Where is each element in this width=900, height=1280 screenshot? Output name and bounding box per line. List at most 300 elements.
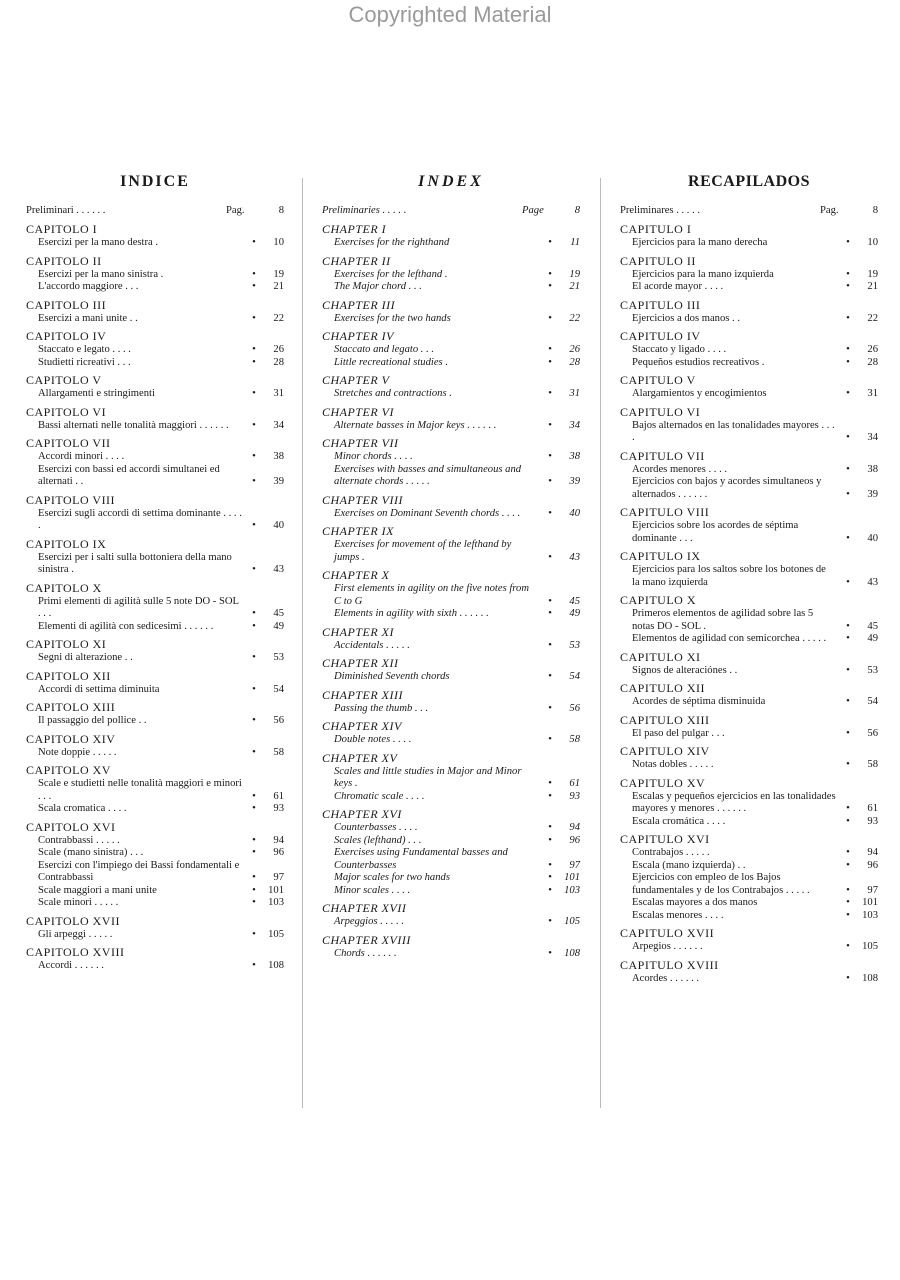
page-number: 34 (273, 419, 284, 431)
leader-mark: • (252, 790, 256, 802)
entry-title: Scales (lefthand) . . . (334, 834, 422, 846)
leader-mark: • (846, 532, 850, 544)
toc-entry (334, 451, 580, 464)
chapter-heading: CAPITOLO II (26, 253, 102, 268)
toc-entry (334, 671, 580, 684)
chapter-heading: CAPITULO I (620, 222, 692, 236)
entry-title: Pequeños estudios recreativos . (632, 356, 765, 368)
page-number: 93 (273, 803, 284, 814)
toc-entry (38, 835, 284, 848)
toc-entry (38, 596, 284, 621)
entry-title: Esercizi per la mano sinistra . (38, 268, 164, 280)
page-number: 26 (569, 344, 580, 355)
index-column-italian (26, 170, 284, 973)
leader-mark: • (846, 909, 850, 921)
toc-entry (38, 778, 284, 803)
column-divider (600, 178, 601, 1108)
page-number: 28 (867, 356, 878, 368)
leader-mark: • (548, 872, 552, 883)
leader-mark: • (548, 702, 552, 714)
copyright-watermark: Copyrighted Material (348, 2, 552, 27)
toc-entry (632, 237, 878, 250)
toc-entry (38, 652, 284, 665)
toc-entry (334, 313, 580, 326)
chapter-heading: CHAPTER III (322, 297, 396, 312)
chapter-heading: CAPITULO IX (620, 549, 701, 563)
chapter-heading: CAPITULO IV (620, 329, 701, 343)
entry-title: Exercises using Fundamental basses and Counterbasses (334, 847, 508, 871)
toc-entry (38, 357, 284, 370)
entry-title: Escalas menores . . . . (632, 909, 724, 921)
toc-entry (38, 420, 284, 433)
entry-title: Scale maggiori a mani unite (38, 884, 157, 896)
entry-title: Arpeggios . . . . . (334, 916, 405, 927)
chapter-heading: CAPITOLO X (26, 580, 102, 595)
leader-mark: • (252, 928, 256, 940)
toc-entry (38, 860, 284, 885)
page-number: 108 (564, 947, 580, 959)
entry-title: Chords . . . . . . (334, 947, 397, 959)
page-number: 105 (268, 928, 284, 940)
page-number: 103 (862, 909, 878, 921)
chapter-heading: CAPITULO X (620, 593, 696, 607)
entry-title: Arpegios . . . . . . (632, 941, 703, 952)
entry-title: Contrabbassi . . . . . (38, 834, 120, 846)
entry-title: Alternate basses in Major keys . . . . . . (334, 419, 497, 431)
page-number: 45 (273, 608, 284, 619)
toc-entry (38, 552, 284, 577)
page-number: 58 (867, 759, 878, 770)
page-abbrev: Pag. (820, 205, 839, 216)
toc-entry (632, 696, 878, 709)
leader-mark: • (846, 268, 850, 280)
entry-title: Scala cromatica . . . . (38, 803, 127, 814)
page-number: 19 (569, 268, 580, 280)
toc-entry (334, 608, 580, 621)
chapter-heading: CHAPTER VII (322, 436, 399, 450)
preliminaries-label: Preliminaries . . . . . (322, 205, 407, 216)
toc-entry (334, 640, 580, 653)
page-number: 103 (268, 897, 284, 908)
entry-title: Exercises for movement of the lefthand by jumps . (334, 539, 512, 563)
toc-entry (38, 747, 284, 760)
chapter-heading: CHAPTER IX (322, 524, 394, 538)
toc-entry (38, 715, 284, 728)
leader-mark: • (548, 507, 552, 519)
chapter-heading: CAPITULO VIII (620, 505, 710, 519)
page-number: 96 (867, 859, 878, 871)
page-number: 94 (569, 822, 580, 833)
toc-entry (38, 960, 284, 973)
entry-title: Bassi alternati nelle tonalità maggiori . . . . . . (38, 419, 229, 431)
leader-mark: • (548, 476, 552, 487)
page-number: 58 (273, 746, 284, 758)
leader-mark: • (846, 884, 850, 896)
entry-title: Primeros elementos de agilidad sobre las 5 notas DO - SOL . (632, 608, 814, 632)
entry-title: Scale e studietti nelle tonalità maggiori e minori . . . (38, 778, 242, 802)
chapter-heading: CHAPTER IV (322, 329, 394, 343)
toc-entry (632, 520, 878, 545)
toc-entry (38, 897, 284, 910)
entry-title: Allargamenti e stringimenti (38, 388, 155, 399)
toc-entry (334, 464, 580, 489)
chapter-heading: CHAPTER XVII (322, 901, 407, 915)
leader-mark: • (252, 884, 256, 896)
toc-entry (632, 872, 878, 897)
entry-title: Ejercicios con empleo de los Bajos fundamentales y de los Contrabajos . . . . . (632, 872, 810, 896)
entry-title: Il passaggio del pollice . . (38, 715, 147, 726)
leader-mark: • (548, 790, 552, 802)
leader-mark: • (846, 897, 850, 908)
chapter-heading: CAPITULO II (620, 253, 696, 268)
page-number: 101 (862, 897, 878, 908)
chapter-heading: CAPITOLO VII (26, 436, 111, 450)
entry-title: Gli arpeggi . . . . . (38, 928, 113, 940)
leader-mark: • (252, 960, 256, 971)
page-number: 56 (867, 727, 878, 739)
column-divider (302, 178, 303, 1108)
page-number: 97 (867, 884, 878, 896)
toc-entry (334, 885, 580, 898)
chapter-heading: CAPITOLO XVII (26, 913, 120, 928)
page-number: 22 (569, 312, 580, 324)
page-number: 56 (569, 702, 580, 714)
toc-entry (334, 703, 580, 716)
toc-entry (632, 388, 878, 401)
preliminaries-row (26, 204, 284, 218)
toc-entry (632, 344, 878, 357)
page-number: 34 (569, 419, 580, 431)
page-number: 38 (569, 451, 580, 462)
entry-title: El paso del pulgar . . . (632, 727, 725, 739)
page-number: 94 (273, 834, 284, 846)
chapter-heading: CAPITULO XVI (620, 832, 710, 846)
page-number: 58 (569, 734, 580, 745)
page-number: 54 (569, 671, 580, 682)
chapter-heading: CAPITULO XI (620, 649, 701, 664)
toc-entry (632, 897, 878, 910)
leader-mark: • (846, 312, 850, 324)
chapter-heading: CAPITULO XII (620, 681, 705, 695)
leader-mark: • (846, 463, 850, 475)
leader-mark: • (548, 947, 552, 959)
entry-title: El acorde mayor . . . . (632, 281, 724, 292)
leader-mark: • (548, 388, 552, 399)
toc-entry (334, 916, 580, 929)
toc-entry (632, 860, 878, 873)
entry-title: Acordes . . . . . . (632, 972, 700, 984)
leader-mark: • (548, 451, 552, 462)
entry-title: Esercizi sugli accordi di settima dominante . . . . . (38, 507, 242, 531)
entry-title: Minor scales . . . . (334, 884, 411, 896)
index-column-spanish (620, 170, 878, 985)
leader-mark: • (548, 822, 552, 833)
toc-entry (38, 344, 284, 357)
entry-title: Stretches and contractions . (334, 388, 452, 399)
leader-mark: • (252, 344, 256, 355)
toc-entry (632, 910, 878, 923)
page-number: 94 (867, 847, 878, 858)
entry-title: Major scales for two hands (334, 872, 450, 883)
chapter-heading: CAPITOLO IX (26, 536, 107, 551)
leader-mark: • (846, 941, 850, 952)
toc-entry (632, 281, 878, 294)
entry-title: Ejercicios a dos manos . . (632, 312, 740, 324)
page-number: 103 (564, 884, 580, 896)
entry-title: Staccato and legato . . . (334, 344, 435, 355)
chapter-heading: CHAPTER VI (322, 404, 394, 419)
entry-title: Studietti ricreativi . . . (38, 356, 131, 368)
chapter-heading: CAPITOLO V (26, 373, 102, 387)
toc-entry (632, 941, 878, 954)
chapter-heading: CAPITULO III (620, 297, 701, 312)
page-number: 43 (569, 551, 580, 563)
leader-mark: • (846, 633, 850, 644)
entry-title: Esercizi a mani unite . . (38, 312, 138, 324)
toc-entry (334, 357, 580, 370)
leader-mark: • (252, 897, 256, 908)
page-number: 101 (268, 884, 284, 896)
toc-entry (38, 803, 284, 816)
chapter-heading: CHAPTER V (322, 373, 390, 387)
leader-mark: • (252, 237, 256, 248)
page-number: 61 (867, 803, 878, 814)
toc-entry (38, 451, 284, 464)
preliminaries-row (620, 204, 878, 218)
leader-mark: • (548, 281, 552, 292)
page-number: 49 (867, 633, 878, 644)
chapter-heading: CAPITULO V (620, 373, 696, 387)
page-number: 105 (862, 941, 878, 952)
entry-title: Elementi di agilità con sedicesimi . . . . . . (38, 620, 214, 632)
entry-title: Escalas y pequeños ejercicios en las tonalidades mayores y menores . . . . . . (632, 790, 836, 814)
page-abbrev: Page (522, 205, 544, 216)
page-number: 54 (273, 683, 284, 695)
chapter-heading: CAPITULO XV (620, 775, 706, 790)
entry-title: Escalas mayores a dos manos (632, 897, 758, 908)
entry-title: Notas dobles . . . . . (632, 759, 714, 770)
chapter-heading: CAPITULO XIV (620, 744, 710, 758)
leader-mark: • (252, 620, 256, 632)
toc-entry (632, 759, 878, 772)
chapter-heading: CAPITOLO XVI (26, 819, 116, 834)
page-number: 40 (867, 532, 878, 544)
leader-mark: • (846, 727, 850, 739)
leader-mark: • (548, 551, 552, 563)
toc-entry (334, 344, 580, 357)
page-number: 22 (273, 312, 284, 324)
page-number: 54 (867, 696, 878, 707)
toc-entry (334, 791, 580, 804)
entry-title: Primi elementi di agilità sulle 5 note DO - SOL . . . (38, 595, 239, 619)
toc-entry (632, 313, 878, 326)
page-number: 53 (273, 652, 284, 663)
leader-mark: • (548, 639, 552, 651)
chapter-heading: CAPITOLO XVIII (26, 945, 125, 959)
chapter-heading: CAPITOLO XV (26, 763, 111, 777)
entry-title: Diminished Seventh chords (334, 671, 450, 682)
chapter-heading: CHAPTER II (322, 253, 391, 268)
toc-entry (38, 621, 284, 634)
entry-title: Bajos alternados en las tonalidades mayores . . . . (632, 419, 835, 443)
leader-mark: • (548, 608, 552, 619)
page-number: 108 (862, 972, 878, 984)
page-number: 11 (570, 237, 580, 248)
chapter-heading: CAPITOLO XIII (26, 700, 116, 714)
page-number: 43 (867, 576, 878, 588)
page-number: 40 (569, 507, 580, 519)
chapter-heading: CAPITOLO VI (26, 404, 107, 419)
toc-entry (632, 564, 878, 589)
toc-entry (632, 816, 878, 829)
toc-entry (334, 734, 580, 747)
toc-entry (38, 269, 284, 282)
entry-title: First elements in agility on the five notes from C to G (334, 583, 529, 607)
toc-entry (632, 847, 878, 860)
leader-mark: • (846, 237, 850, 248)
entry-title: Ejercicios para la mano izquierda (632, 268, 774, 280)
column-title: INDICE (120, 173, 190, 190)
entry-title: Escala (mano izquierda) . . (632, 859, 746, 871)
entry-title: Counterbasses . . . . (334, 822, 418, 833)
chapter-heading: CHAPTER I (322, 222, 387, 236)
page-number: 49 (273, 620, 284, 632)
page-number: 38 (273, 451, 284, 462)
entry-title: Double notes . . . . (334, 734, 412, 745)
leader-mark: • (252, 388, 256, 399)
leader-mark: • (846, 815, 850, 827)
leader-mark: • (846, 488, 850, 500)
toc-entry (334, 388, 580, 401)
entry-title: Accordi minori . . . . (38, 451, 125, 462)
page-number: 28 (273, 356, 284, 368)
entry-title: Exercises for the righthand (334, 237, 450, 248)
chapter-heading: CAPITULO VI (620, 404, 701, 419)
page-number: 61 (273, 790, 284, 802)
leader-mark: • (548, 916, 552, 927)
page-number: 21 (273, 281, 284, 292)
entry-title: L'accordo maggiore . . . (38, 281, 139, 292)
page-number: 93 (867, 815, 878, 827)
leader-mark: • (846, 344, 850, 355)
leader-mark: • (252, 564, 256, 575)
entry-title: Elementos de agilidad con semicorchea . . . . . (632, 633, 827, 644)
toc-entry (334, 583, 580, 608)
page-number: 21 (867, 281, 878, 292)
chapter-heading: CAPITOLO XII (26, 668, 111, 683)
leader-mark: • (252, 419, 256, 431)
entry-title: Scale minori . . . . . (38, 897, 119, 908)
page-number: 97 (569, 859, 580, 871)
leader-mark: • (846, 620, 850, 632)
chapter-heading: CHAPTER XIII (322, 687, 403, 702)
leader-mark: • (252, 476, 256, 487)
entry-title: Escala cromática . . . . (632, 815, 726, 827)
toc-entry (334, 822, 580, 835)
leader-mark: • (252, 608, 256, 619)
toc-entry (334, 847, 580, 872)
chapter-heading: CAPITOLO XI (26, 637, 107, 651)
leader-mark: • (252, 872, 256, 883)
entry-title: Accordi di settima diminuita (38, 683, 160, 695)
entry-title: The Major chord . . . (334, 281, 422, 292)
page-number: 101 (564, 872, 580, 883)
entry-title: Scale (mano sinistra) . . . (38, 847, 144, 858)
leader-mark: • (548, 778, 552, 789)
leader-mark: • (252, 281, 256, 292)
toc-entry (38, 929, 284, 942)
page-number: 49 (569, 608, 580, 619)
chapter-heading: CAPITULO XVII (620, 926, 715, 940)
column-title: INDEX (418, 173, 484, 190)
page-number: 31 (273, 388, 284, 399)
page-number: 39 (273, 476, 284, 487)
page-number: 39 (867, 488, 878, 500)
entry-title: Acordes menores . . . . (632, 463, 728, 475)
page-number: 21 (569, 281, 580, 292)
leader-mark: • (846, 803, 850, 814)
column-title: RECAPILADOS (688, 173, 810, 190)
entry-title: Accidentals . . . . . (334, 639, 410, 651)
toc-entry (334, 237, 580, 250)
toc-entry (38, 684, 284, 697)
page-number: 22 (867, 312, 878, 324)
page-number: 61 (569, 778, 580, 789)
leader-mark: • (252, 715, 256, 726)
page-number: 10 (273, 237, 284, 248)
entry-title: Exercises with basses and simultaneous and alternate chords . . . . . (334, 463, 522, 487)
leader-mark: • (548, 734, 552, 745)
entry-title: Little recreational studies . (334, 356, 448, 368)
entry-title: Staccato e legato . . . . (38, 344, 131, 355)
leader-mark: • (846, 356, 850, 368)
leader-mark: • (548, 419, 552, 431)
toc-entry (38, 464, 284, 489)
page-number: 96 (273, 847, 284, 858)
entry-title: Alargamientos y encogimientos (632, 388, 767, 399)
leader-mark: • (252, 451, 256, 462)
entry-title: Scales and little studies in Major and Minor keys . (334, 765, 522, 789)
toc-entry (632, 464, 878, 477)
toc-entry (632, 633, 878, 646)
leader-mark: • (846, 696, 850, 707)
index-column-english (322, 170, 580, 960)
page-number: 43 (273, 564, 284, 575)
page-number: 105 (564, 916, 580, 927)
toc-entry (632, 420, 878, 445)
toc-entry (38, 281, 284, 294)
leader-mark: • (252, 847, 256, 858)
leader-mark: • (548, 595, 552, 607)
page-number: 34 (867, 432, 878, 443)
page-number: 40 (273, 520, 284, 531)
leader-mark: • (846, 664, 850, 676)
toc-entry (334, 872, 580, 885)
entry-title: Ejercicios para los saltos sobre los botones de la mano izquierda (632, 564, 826, 588)
page-number: 56 (273, 715, 284, 726)
toc-entry (334, 508, 580, 521)
page-number: 19 (273, 268, 284, 280)
page-number: 53 (569, 639, 580, 651)
entry-title: Acordes de séptima disminuida (632, 696, 766, 707)
chapter-heading: CAPITOLO VIII (26, 492, 116, 507)
toc-entry (632, 973, 878, 986)
chapter-heading: CAPITOLO III (26, 297, 107, 312)
entry-title: Signos de alteraciónes . . (632, 664, 738, 676)
toc-entry (632, 269, 878, 282)
toc-entry (632, 357, 878, 370)
chapter-heading: CAPITOLO XIV (26, 731, 116, 746)
